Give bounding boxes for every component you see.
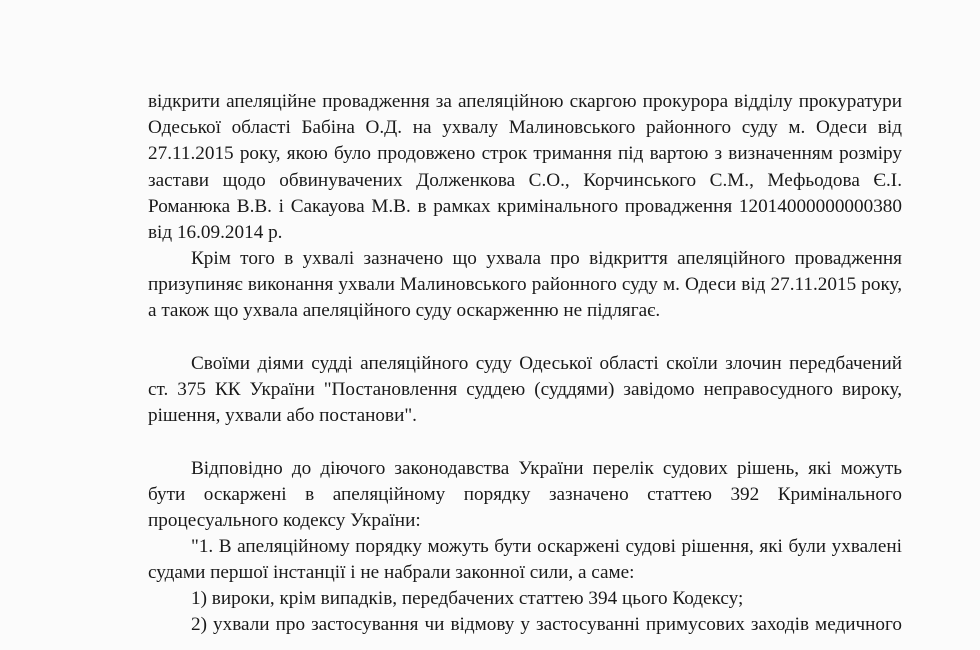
paragraph-ruling-details [148, 246, 902, 325]
list-item [148, 612, 902, 638]
text-line: 1) вироки, крім випадків, передбачених статтею 394 цього Кодексу; [191, 588, 744, 609]
text-line: процесуального кодексу України: [148, 510, 421, 532]
text-line: Крім того в ухвалі зазначено що ухвала про відкриття апеляційного провадження [191, 248, 902, 269]
paragraph-legislation-reference [148, 456, 902, 535]
paragraph-appeal-opening [148, 89, 902, 246]
text-line: судами першої інстанції і не набрали законної сили, а саме: [148, 562, 635, 584]
text-line: Романюка В.В. і Сакауова М.В. в рамках кримінального провадження 12014000000000380 [148, 195, 902, 217]
text-line: рішення, ухвали або постанови". [148, 405, 417, 427]
text-line: "1. В апеляційному порядку можуть бути оскаржені судові рішення, які були ухвалені [191, 536, 902, 557]
text-line: застави щодо обвинувачених Долженкова С.О., Корчинського С.М., Мефьодова Є.І. [148, 169, 902, 191]
text-line: ст. 375 КК України "Постановлення суддею (суддями) завідомо неправосудного вироку, [148, 379, 902, 401]
text-line: 2) ухвали про застосування чи відмову у застосуванні примусових заходів медичного [191, 614, 902, 635]
text-line: призупиняє виконання ухвали Малиновського районного суду м. Одеси від 27.11.2015 року, [148, 274, 902, 296]
text-line: а також що ухвала апеляційного суду оскарженню не підлягає. [148, 300, 661, 322]
text-line: відкрити апеляційне провадження за апеляційною скаргою прокурора відділу прокуратури [148, 91, 902, 112]
text-line: Відповідно до діючого законодавства України перелік судових рішень, які можуть [191, 458, 902, 479]
text-line: Своїми діями судді апеляційного суду Одеської області скоїли злочин передбачений [191, 353, 902, 374]
text-line: бути оскаржені в апеляційному порядку зазначено статтею 392 Кримінального [148, 484, 902, 506]
paragraph-quote-article-392 [148, 534, 902, 586]
list-item [148, 586, 902, 612]
paragraph-crime-statement [148, 351, 902, 430]
text-line: 27.11.2015 року, якою було продовжено строк тримання під вартою з визначенням розміру [148, 143, 902, 165]
text-line: Одеської області Бабіна О.Д. на ухвалу Малиновського районного суду м. Одеси від [148, 117, 902, 139]
text-line: від 16.09.2014 р. [148, 222, 283, 244]
